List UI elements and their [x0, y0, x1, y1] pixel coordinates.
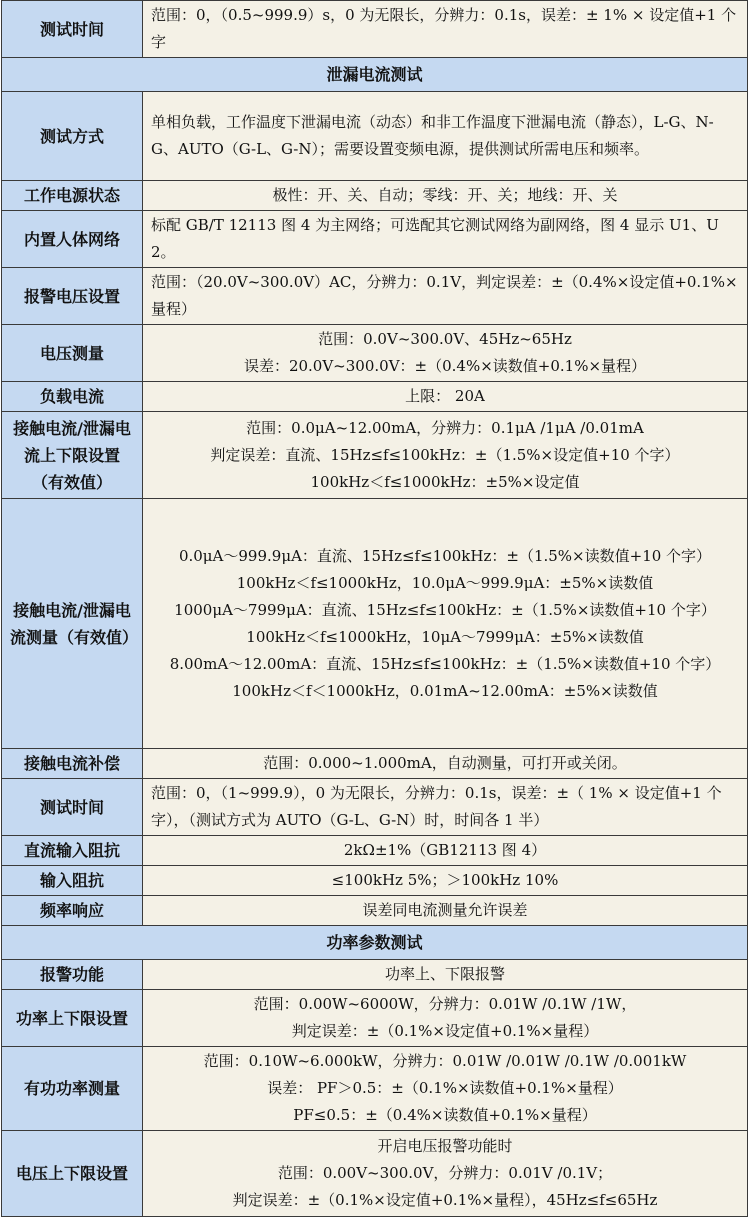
spec-value-line: 判定误差：±（0.1%×设定值+0.1%×量程），45Hz≤f≤65Hz: [232, 1191, 658, 1209]
spec-label: 内置人体网络: [2, 211, 143, 268]
spec-value-line: 2kΩ±1%（GB12113 图 4）: [343, 841, 547, 859]
spec-row: [2, 1131, 748, 1217]
spec-value: [143, 749, 748, 779]
spec-value-line: 判定误差：直流、15Hz≤f≤100kHz：±（1.5%×设定值+10 个字）: [210, 445, 680, 464]
spec-value-line: 范围：0.0μA~12.00mA，分辨力：0.1μA /1μA /0.01mA: [246, 418, 644, 437]
spec-label: 负载电流: [2, 382, 143, 412]
spec-value-line: 范围：0，（0.5~999.9）s，0 为无限长，分辨力：0.1s，误差：± 1% × 设定值+1 个字: [151, 6, 737, 51]
section-title: 功率参数测试: [2, 926, 748, 960]
spec-row: [2, 268, 748, 325]
spec-value-line: 单相负载，工作温度下泄漏电流（动态）和非工作温度下泄漏电流（静态），L-G、N-G、AUTO（G-L、G-N）；需要设置变频电源，提供测试所需电压和频率。: [151, 113, 714, 158]
spec-value-line: 100kHz＜f＜1000kHz，0.01mA~12.00mA：±5%×读数值: [232, 681, 658, 700]
spec-value-line: 开启电压报警功能时: [377, 1137, 513, 1155]
spec-label: 功率上下限设置: [2, 990, 143, 1047]
spec-value: [143, 836, 748, 866]
section-header-row: [2, 926, 748, 960]
spec-value: [143, 1131, 748, 1217]
spec-value-line: 100kHz＜f≤1000kHz：±5%×设定值: [310, 472, 580, 491]
section-title: 泄漏电流测试: [2, 58, 748, 92]
spec-row: [2, 412, 748, 499]
spec-value-line: 100kHz＜f≤1000kHz，10μA～7999μA：±5%×读数值: [246, 627, 644, 646]
spec-row: [2, 181, 748, 211]
spec-value-line: 范围：0.10W~6.000kW，分辨力：0.01W /0.01W /0.1W /0.001kW: [203, 1052, 687, 1070]
spec-label: 输入阻抗: [2, 866, 143, 896]
spec-value: [143, 211, 748, 268]
spec-value-line: 范围：（20.0V~300.0V）AC，分辨力：0.1V，判定误差：±（0.4%×设定值+0.1%×量程）: [151, 273, 738, 318]
spec-label: 报警电压设置: [2, 268, 143, 325]
spec-value-line: 8.00mA～12.00mA：直流、15Hz≤f≤100kHz：±（1.5%×读数值+10 个字）: [169, 654, 721, 673]
spec-value: [143, 779, 748, 836]
spec-value-line: 误差同电流测量允许误差: [362, 901, 528, 919]
spec-row: [2, 779, 748, 836]
spec-value-line: 0.0μA～999.9μA：直流、15Hz≤f≤100kHz：±（1.5%×读数值+10 个字）: [178, 546, 712, 565]
spec-label: 有功功率测量: [2, 1047, 143, 1131]
spec-value-line: 范围：0.00V~300.0V，分辨力：0.01V /0.1V；: [277, 1164, 613, 1182]
spec-table: [1, 0, 748, 1217]
spec-row: [2, 990, 748, 1047]
spec-value-line: 极性：开、关、自动；零线：开、关；地线：开、关: [272, 186, 618, 204]
spec-value-line: 标配 GB/T 12113 图 4 为主网络；可选配其它测试网络为副网络，图 4 显示 U1、U2。: [151, 216, 719, 261]
spec-label: 测试时间: [2, 1, 143, 58]
spec-row: [2, 866, 748, 896]
spec-value-line: 上限： 20A: [405, 387, 485, 405]
spec-value-line: 误差： PF＞0.5：±（0.1%×读数值+0.1%×量程）: [267, 1079, 623, 1097]
section-header-row: [2, 58, 748, 92]
spec-row: [2, 92, 748, 181]
spec-label: 直流输入阻抗: [2, 836, 143, 866]
spec-row: [2, 325, 748, 382]
spec-label: 报警功能: [2, 960, 143, 990]
spec-value-line: ≤100kHz 5%；＞100kHz 10%: [331, 871, 559, 889]
spec-value-line: 范围：0.00W~6000W，分辨力：0.01W /0.1W /1W，: [253, 995, 637, 1013]
spec-row: [2, 1, 748, 58]
spec-label: 电压测量: [2, 325, 143, 382]
spec-label: 测试时间: [2, 779, 143, 836]
spec-value-line: 功率上、下限报警: [384, 965, 505, 983]
spec-label: 接触电流/泄漏电流测量（有效值）: [2, 499, 143, 749]
spec-value: [143, 1, 748, 58]
spec-row: [2, 499, 748, 749]
spec-value: [143, 960, 748, 990]
spec-value: [143, 325, 748, 382]
spec-label: 工作电源状态: [2, 181, 143, 211]
spec-row: [2, 749, 748, 779]
spec-value-line: 1000μA～7999μA：直流、15Hz≤f≤100kHz：±（1.5%×读数值+10 个字）: [174, 600, 716, 619]
spec-value-line: 判定误差：±（0.1%×设定值+0.1%×量程）: [291, 1022, 599, 1040]
spec-value-line: 范围：0.0V~300.0V、45Hz~65Hz: [318, 330, 572, 348]
spec-value-line: 误差：20.0V~300.0V：±（0.4%×读数值+0.1%×量程）: [243, 357, 647, 375]
spec-value: [143, 499, 748, 749]
spec-value-line: 范围：0.000~1.000mA，自动测量，可打开或关闭。: [263, 754, 627, 772]
spec-value: [143, 990, 748, 1047]
spec-value-line: PF≤0.5：±（0.4%×读数值+0.1%×量程）: [293, 1106, 597, 1124]
spec-row: [2, 211, 748, 268]
spec-label: 频率响应: [2, 896, 143, 926]
spec-value: [143, 412, 748, 499]
spec-label: 电压上下限设置: [2, 1131, 143, 1217]
spec-value: [143, 896, 748, 926]
spec-row: [2, 1047, 748, 1131]
spec-value: [143, 268, 748, 325]
spec-value: [143, 866, 748, 896]
spec-value-line: 范围：0，（1~999.9），0 为无限长，分辨力：0.1s，误差：±（ 1% × 设定值+1 个字），（测试方式为 AUTO（G-L、G-N）时，时间各 1 半）: [151, 784, 722, 829]
spec-label: 接触电流补偿: [2, 749, 143, 779]
spec-row: [2, 836, 748, 866]
spec-row: [2, 382, 748, 412]
spec-value: [143, 92, 748, 181]
spec-value: [143, 181, 748, 211]
spec-row: [2, 960, 748, 990]
spec-value: [143, 1047, 748, 1131]
spec-label: 测试方式: [2, 92, 143, 181]
spec-table-body: [2, 1, 748, 1217]
spec-label: 接触电流/泄漏电流上下限设置（有效值）: [2, 412, 143, 499]
spec-value-line: 100kHz＜f≤1000kHz，10.0μA～999.9μA：±5%×读数值: [236, 573, 654, 592]
spec-row: [2, 896, 748, 926]
spec-value: [143, 382, 748, 412]
